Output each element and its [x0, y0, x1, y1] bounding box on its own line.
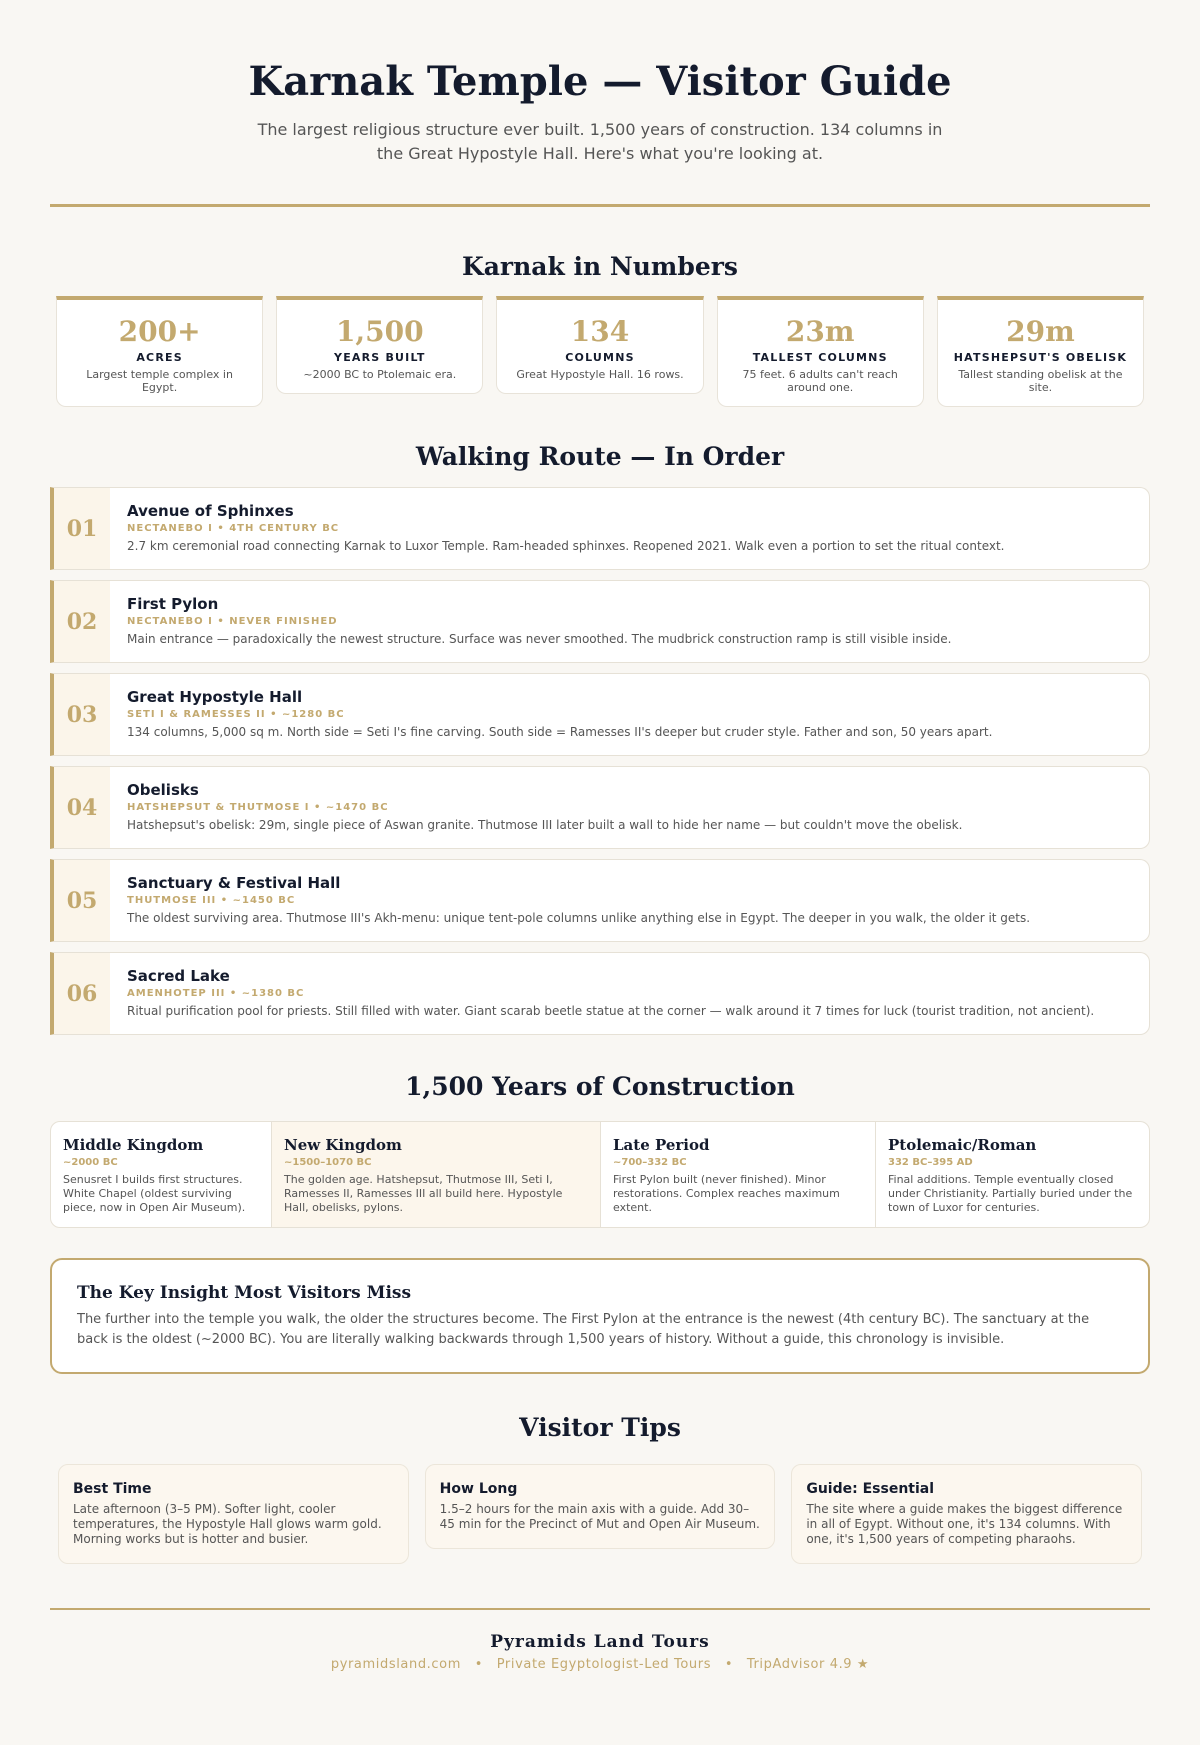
footer-links — [50, 1656, 1150, 1674]
walking-route-section — [50, 441, 1150, 1035]
stat-desc: ~2000 BC to Ptolemaic era. — [303, 368, 457, 381]
tip-desc: 1.5–2 hours for the main axis with a guide. Add 30–45 min for the Precinct of Mut and Open Air Museum. — [439, 1502, 760, 1531]
era-name: Middle Kingdom — [63, 1136, 204, 1154]
tripadvisor-rating: TripAdvisor 4.9 ★ — [746, 1657, 870, 1672]
stat-label: TALLEST COLUMNS — [752, 351, 888, 364]
stat-label: HATSHEPSUT'S OBELISK — [953, 351, 1128, 364]
era-middle-kingdom — [51, 1122, 271, 1227]
stat-value: 29m — [1006, 315, 1075, 348]
stop-number: 02 — [54, 581, 110, 662]
stats-row — [50, 296, 1150, 407]
separator: • — [724, 1657, 734, 1672]
stop-body — [110, 488, 1021, 569]
stop-desc: 2.7 km ceremonial road connecting Karnak to Luxor Temple. Ram-headed sphinxes. Reopened 2021. Walk even a portion to set the ritual context. — [127, 539, 1005, 553]
timeline-grid — [50, 1121, 1150, 1228]
timeline-section — [50, 1071, 1150, 1228]
stop-name: Avenue of Sphinxes — [127, 502, 294, 520]
stat-card-obelisk — [937, 296, 1144, 407]
tip-title: How Long — [439, 1481, 518, 1497]
insight-title: The Key Insight Most Visitors Miss — [77, 1283, 412, 1303]
route-title: Walking Route — In Order — [415, 442, 785, 471]
stat-value: 1,500 — [335, 315, 424, 348]
tip-title: Guide: Essential — [806, 1481, 935, 1497]
brand-name: Pyramids Land Tours — [490, 1632, 710, 1652]
stop-desc: Hatshepsut's obelisk: 29m, single piece of Aswan granite. Thutmose III later built a wall to hide her name — but couldn't move the obelisk. — [127, 818, 963, 832]
era-name: Late Period — [613, 1136, 710, 1154]
stop-desc: The oldest surviving area. Thutmose III's Akh-menu: unique tent-pole columns unlike anything else in Egypt. The deeper in you walk, the older it gets. — [127, 911, 1031, 925]
key-insight-callout — [50, 1258, 1150, 1374]
separator: • — [474, 1657, 483, 1672]
stop-body — [110, 860, 1046, 941]
era-late-period — [600, 1122, 875, 1227]
era-desc: Senusret I builds first structures. White Chapel (oldest surviving piece, now in Open Air Museum). — [63, 1173, 246, 1214]
stop-number: 05 — [54, 860, 110, 941]
stat-desc: Great Hypostyle Hall. 16 rows. — [516, 368, 684, 381]
stat-card-years-built — [276, 296, 483, 394]
tip-card-guide — [791, 1464, 1142, 1564]
era-name: New Kingdom — [284, 1136, 402, 1154]
tip-desc: Late afternoon (3–5 PM). Softer light, cooler temperatures, the Hypostyle Hall glows warm gold. Morning works but is hotter and busier. — [73, 1502, 382, 1546]
stat-desc: Tallest standing obelisk at the site. — [958, 368, 1123, 394]
stop-body — [110, 767, 978, 848]
stat-desc: Largest temple complex in Egypt. — [86, 368, 233, 394]
stop-desc: Ritual purification pool for priests. Still filled with water. Giant scarab beetle statue at the corner — walk around it 7 times for luck (tourist tradition, not ancient). — [127, 1004, 1095, 1018]
stop-meta: NECTANEBO I • NEVER FINISHED — [127, 616, 338, 627]
tip-title: Best Time — [73, 1481, 152, 1497]
era-new-kingdom — [271, 1122, 600, 1227]
tip-card-how-long — [425, 1464, 776, 1549]
stat-card-tallest-columns — [717, 296, 924, 407]
stat-value: 23m — [785, 315, 855, 348]
header-divider — [50, 204, 1150, 207]
era-name: Ptolemaic/Roman — [888, 1136, 1037, 1154]
era-desc: The golden age. Hatshepsut, Thutmose III, Seti I, Ramesses II, Ramesses III all build here. Hypostyle Hall, obelisks, pylons. — [284, 1173, 563, 1214]
stop-name: Great Hypostyle Hall — [127, 688, 303, 706]
stop-name: Sanctuary & Festival Hall — [127, 874, 341, 892]
stat-card-acres — [56, 296, 263, 407]
era-date: ~700–332 BC — [613, 1157, 687, 1168]
footer — [50, 1608, 1150, 1674]
stop-number: 01 — [54, 488, 110, 569]
stop-meta: AMENHOTEP III • ~1380 BC — [127, 988, 305, 999]
era-desc: Final additions. Temple eventually closed under Christianity. Partially buried under the town of Luxor for centuries. — [888, 1173, 1133, 1214]
stop-body — [110, 581, 967, 662]
stop-name: Obelisks — [127, 781, 199, 799]
era-date: 332 BC–395 AD — [888, 1157, 973, 1168]
stop-name: First Pylon — [127, 595, 219, 613]
stop-number: 04 — [54, 767, 110, 848]
numbers-title: Karnak in Numbers — [462, 252, 738, 281]
route-list — [50, 487, 1150, 1035]
stop-name: Sacred Lake — [127, 967, 230, 985]
stop-meta: NECTANEBO I • 4TH CENTURY BC — [127, 523, 340, 534]
website-link[interactable]: pyramidsland.com — [330, 1657, 461, 1672]
route-stop — [50, 580, 1150, 663]
stat-desc: 75 feet. 6 adults can't reach around one. — [742, 368, 898, 394]
stat-value: 134 — [570, 315, 630, 348]
stat-label: ACRES — [136, 351, 183, 364]
era-date: ~1500–1070 BC — [284, 1157, 372, 1168]
stop-body — [110, 953, 1110, 1034]
stop-number: 03 — [54, 674, 110, 755]
stop-meta: THUTMOSE III • ~1450 BC — [127, 895, 296, 906]
route-stop — [50, 952, 1150, 1035]
stop-meta: SETI I & RAMESSES II • ~1280 BC — [127, 709, 345, 720]
stop-body — [110, 674, 1008, 755]
route-stop — [50, 673, 1150, 756]
insight-body: The further into the temple you walk, the older the structures become. The First Pylon at the entrance is the newest (4th century BC). The sanctuary at the back is the oldest (~2000 BC). You are literally walking backwards through 1,500 years of history. Without a guide, this chronology is invisible. — [77, 1312, 1090, 1347]
stat-label: YEARS BUILT — [334, 351, 426, 364]
visitor-guide-page — [50, 0, 1150, 1674]
route-stop — [50, 487, 1150, 570]
tips-row — [50, 1464, 1150, 1564]
route-stop — [50, 859, 1150, 942]
numbers-section — [50, 251, 1150, 407]
route-stop — [50, 766, 1150, 849]
era-date: ~2000 BC — [63, 1157, 118, 1168]
stat-card-columns — [496, 296, 703, 394]
stat-value: 200+ — [118, 315, 201, 348]
visitor-tips-section — [50, 1412, 1150, 1564]
tips-title: Visitor Tips — [519, 1413, 681, 1442]
tagline: Private Egyptologist-Led Tours — [496, 1657, 712, 1672]
stop-desc: 134 columns, 5,000 sq m. North side = Seti I's fine carving. South side = Ramesses II's deeper but cruder style. Father and son, 50 years apart. — [127, 725, 993, 739]
stop-number: 06 — [54, 953, 110, 1034]
stat-label: COLUMNS — [565, 351, 635, 364]
era-desc: First Pylon built (never finished). Minor restorations. Complex reaches maximum extent. — [613, 1173, 840, 1214]
stop-meta: HATSHEPSUT & THUTMOSE I • ~1470 BC — [127, 802, 389, 813]
tip-card-best-time — [58, 1464, 409, 1564]
hero-header — [50, 58, 1150, 207]
era-ptolemaic-roman — [875, 1122, 1149, 1227]
tip-desc: The site where a guide makes the biggest difference in all of Egypt. Without one, it's 134 columns. With one, it's 1,500 years of competing pharaohs. — [806, 1502, 1123, 1546]
page-subtitle: The largest religious structure ever built. 1,500 years of construction. 134 columns in the Great Hypostyle Hall. Here's what you're looking at. — [257, 120, 943, 163]
timeline-title: 1,500 Years of Construction — [405, 1072, 795, 1101]
page-title: Karnak Temple — Visitor Guide — [248, 58, 952, 105]
stop-desc: Main entrance — paradoxically the newest structure. Surface was never smoothed. The mudbrick construction ramp is still visible inside. — [127, 632, 952, 646]
